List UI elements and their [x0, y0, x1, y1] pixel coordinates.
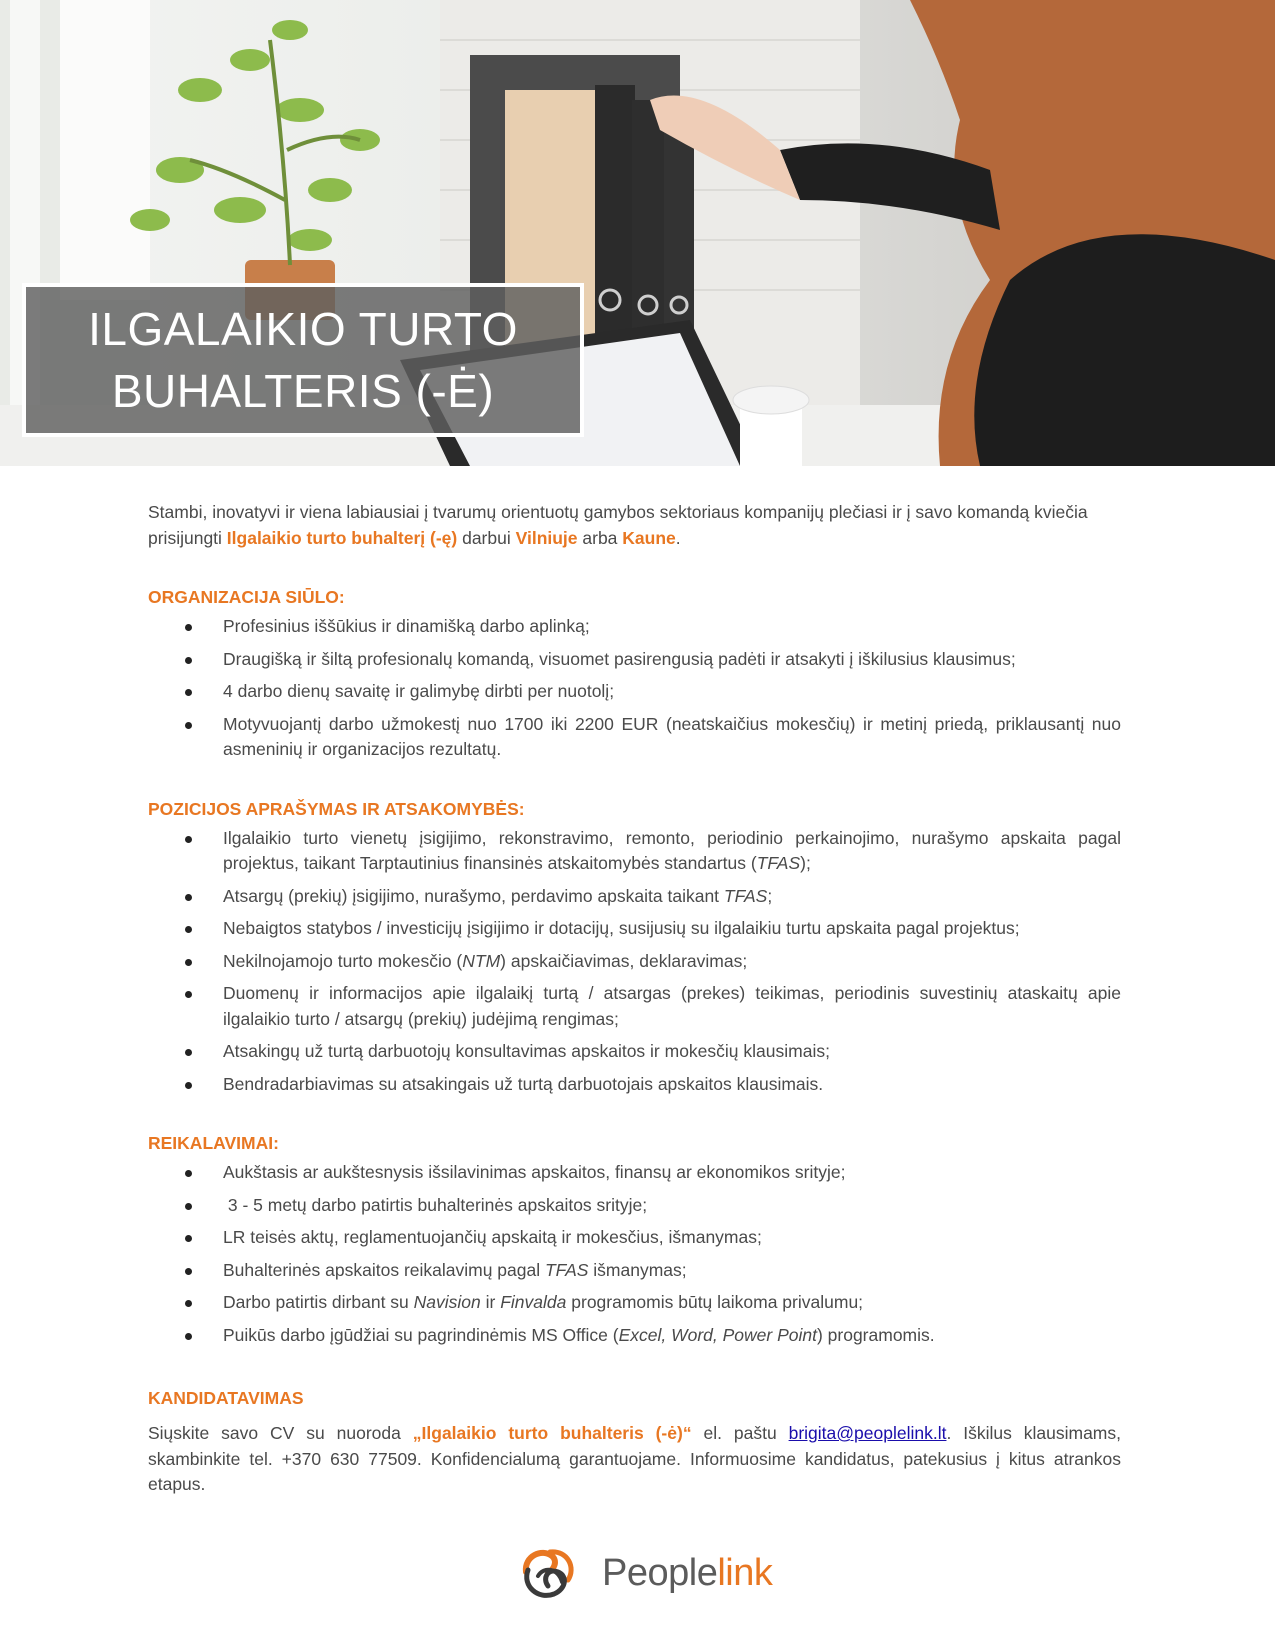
list-item: Puikūs darbo įgūdžiai su pagrindinėmis MS Office (Excel, Word, Power Point) programomis. — [148, 1323, 1121, 1349]
list-item: Motyvuojantį darbo užmokestį nuo 1700 iki 2200 EUR (neatskaičius mokesčių) ir metinį priedą, priklausantį nuo asmeninių ir organizacijos rezultatų. — [148, 712, 1121, 763]
list-item: Draugišką ir šiltą profesionalų komandą, visuomet pasirengusią padėti ir atsakyti į iškilusius klausimus; — [148, 647, 1121, 673]
job-title-line-2: BUHALTERIS (-Ė) — [111, 365, 495, 417]
list-item: Profesinius iššūkius ir dinamišką darbo aplinką; — [148, 614, 1121, 640]
email-link[interactable]: brigita@peoplelink.lt — [788, 1423, 947, 1443]
list-item: Nebaigtos statybos / investicijų įsigijimo ir dotacijų, susijusių su ilgalaikiu turtu apskaita pagal projektus; — [148, 916, 1121, 942]
city-kaunas: Kaune — [622, 527, 676, 548]
bullet-icon — [185, 1082, 192, 1089]
bullet-icon — [185, 1235, 192, 1242]
list-item: Atsargų (prekių) įsigijimo, nurašymo, perdavimo apskaita taikant TFAS; — [148, 884, 1121, 910]
bullet-icon — [185, 689, 192, 696]
list-item: Bendradarbiavimas su atsakingais už turtą darbuotojais apskaitos klausimais. — [148, 1072, 1121, 1098]
job-description — [148, 500, 1121, 1498]
duties-list — [148, 826, 1121, 1098]
requirements-heading: REIKALAVIMAI: — [148, 1133, 279, 1153]
list-item: Ilgalaikio turto vienetų įsigijimo, rekonstravimo, remonto, periodinio perkainojimo, nurašymo apskaita pagal projektus, taikant Tarptautinius finansinės atskaitomybės standartus (TFAS); — [148, 826, 1121, 877]
logo-wordmark: Peoplelink — [602, 1551, 773, 1594]
list-item: 4 darbo dienų savaitę ir galimybę dirbti per nuotolį; — [148, 679, 1121, 705]
list-item: Aukštasis ar aukštesnysis išsilavinimas apskaitos, finansų ar ekonomikos srityje; — [148, 1160, 1121, 1186]
offer-list — [148, 614, 1121, 763]
intro-paragraph: Stambi, inovatyvi ir viena labiausiai į tvarumų orientuotų gamybos sektoriaus kompanijų plečiasi ir į savo komandą kviečia prisijungti Ilgalaikio turto buhalterį (-ę) darbui Vilniuje arba Kaune. — [148, 502, 1088, 548]
bullet-icon — [185, 624, 192, 631]
list-item: Darbo patirtis dirbant su Navision ir Finvalda programomis būtų laikoma privalumu; — [148, 1290, 1121, 1316]
hero-photo — [0, 0, 1275, 466]
application-reference: „Ilgalaikio turto buhalteris (-ė)“ — [412, 1423, 692, 1443]
list-item: Duomenų ir informacijos apie ilgalaikį turtą / atsargas (prekes) teikimas, periodinis suvestinių ataskaitų apie ilgalaikio turto / atsargų (prekių) judėjimą rengimas; — [148, 981, 1121, 1032]
list-item: Nekilnojamojo turto mokesčio (NTM) apskaičiavimas, deklaravimas; — [148, 949, 1121, 975]
bullet-icon — [185, 1300, 192, 1307]
bullet-icon — [185, 959, 192, 966]
list-item: Atsakingų už turtą darbuotojų konsultavimas apskaitos ir mokesčių klausimais; — [148, 1039, 1121, 1065]
bullet-icon — [185, 991, 192, 998]
apply-paragraph: Siųskite savo CV su nuoroda „Ilgalaikio turto buhalteris (-ė)“ el. paštu brigita@peoplelink.lt. Iškilus klausimams, skambinkite tel. +370 630 77509. Konfidencialumą garantuojame. Informuosime kandidatus, patekusius į kitus atrankos etapus. — [148, 1423, 1121, 1494]
bullet-icon — [185, 657, 192, 664]
bullet-icon — [185, 722, 192, 729]
peoplelink-logo-icon — [518, 1542, 580, 1604]
bullet-icon — [185, 894, 192, 901]
apply-heading: KANDIDATAVIMAS — [148, 1388, 304, 1408]
offer-heading: ORGANIZACIJA SIŪLO: — [148, 587, 345, 607]
requirements-list — [148, 1160, 1121, 1348]
list-item: 3 - 5 metų darbo patirtis buhalterinės apskaitos srityje; — [148, 1193, 1121, 1219]
job-title-line-1: ILGALAIKIO TURTO — [88, 303, 518, 355]
bullet-icon — [185, 1170, 192, 1177]
peoplelink-logo — [518, 1542, 772, 1604]
bullet-icon — [185, 1203, 192, 1210]
bullet-icon — [185, 836, 192, 843]
bullet-icon — [185, 926, 192, 933]
list-item: Buhalterinės apskaitos reikalavimų pagal TFAS išmanymas; — [148, 1258, 1121, 1284]
bullet-icon — [185, 1333, 192, 1340]
position-name: Ilgalaikio turto buhalterį (-ę) — [226, 527, 458, 548]
duties-heading: POZICIJOS APRAŠYMAS IR ATSAKOMYBĖS: — [148, 798, 525, 819]
job-title-box — [22, 283, 584, 437]
bullet-icon — [185, 1049, 192, 1056]
city-vilnius: Vilniuje — [515, 527, 578, 548]
bullet-icon — [185, 1268, 192, 1275]
list-item: LR teisės aktų, reglamentuojančių apskaitą ir mokesčius, išmanymas; — [148, 1225, 1121, 1251]
